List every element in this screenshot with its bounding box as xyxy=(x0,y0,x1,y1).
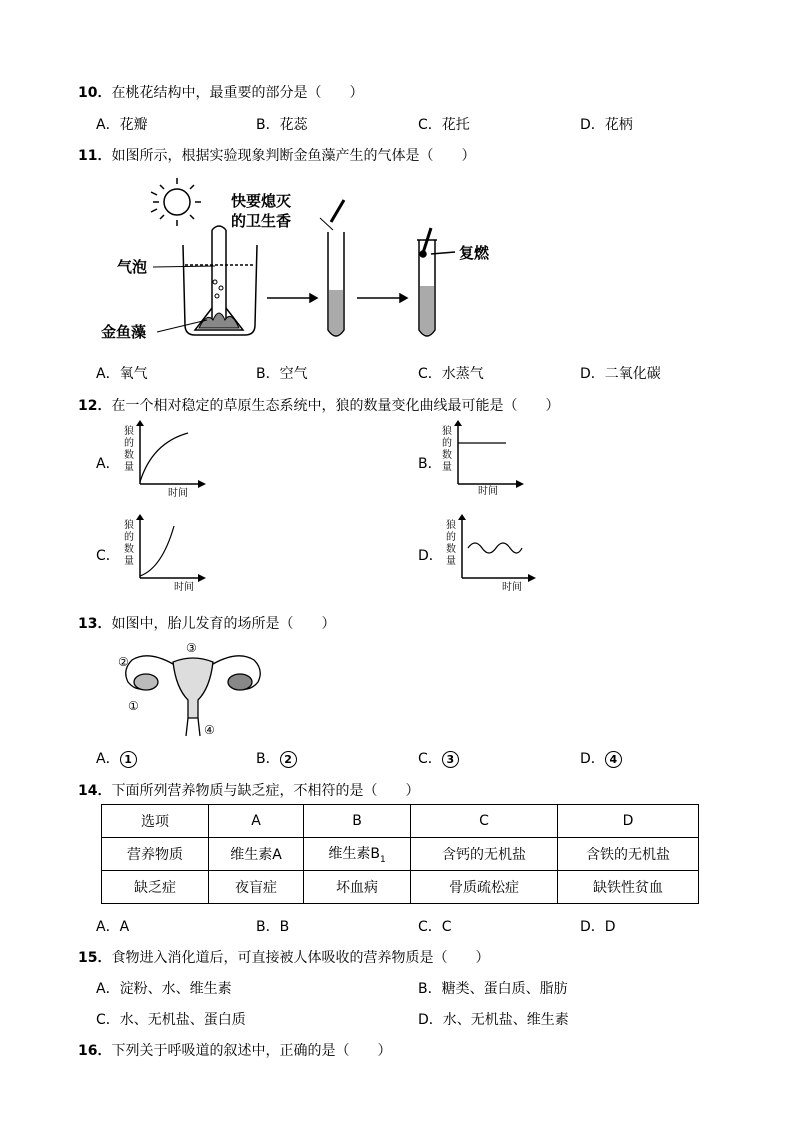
question-text: 下面所列营养物质与缺乏症，不相符的是（ ） xyxy=(111,783,420,799)
option-c[interactable]: C． 3 xyxy=(418,748,459,768)
question-15 xyxy=(78,947,489,967)
option-a-label[interactable]: A． xyxy=(96,456,120,472)
sun-icon xyxy=(151,178,201,226)
table-header-row xyxy=(102,805,699,838)
table-cell: 含铁的无机盐 xyxy=(558,838,699,871)
table-cell: A xyxy=(209,805,304,838)
uterus-icon xyxy=(126,656,261,736)
option-d-label[interactable]: D． xyxy=(418,548,443,564)
chart-option-a[interactable] xyxy=(122,418,212,498)
option-c[interactable]: C．水、无机盐、蛋白质 xyxy=(96,1012,246,1028)
option-c[interactable]: C．C xyxy=(418,919,452,935)
question-text: 食物进入消化道后，可直接被人体吸收的营养物质是（ ） xyxy=(111,950,490,966)
option-a[interactable]: A．氧气 xyxy=(96,366,148,382)
question-number: 11． xyxy=(78,148,112,164)
table-cell: C xyxy=(411,805,558,838)
question-13 xyxy=(78,613,335,633)
question-text: 在桃花结构中，最重要的部分是（ ） xyxy=(111,85,364,101)
question-number: 15． xyxy=(78,950,112,966)
table-cell: 含钙的无机盐 xyxy=(411,838,558,871)
y-axis-label-char: 狼 xyxy=(124,520,134,531)
table-cell: 骨质疏松症 xyxy=(411,871,558,904)
population-curve xyxy=(468,543,522,553)
question-14 xyxy=(78,780,419,800)
label-incense-line2: 的卫生香 xyxy=(231,212,292,230)
y-axis-label-char: 量 xyxy=(446,556,456,567)
option-d[interactable]: D．二氧化碳 xyxy=(580,366,661,382)
population-curve xyxy=(140,433,188,482)
y-axis-label-char: 的 xyxy=(446,532,456,543)
label-3: ③ xyxy=(186,641,197,655)
chart-option-b[interactable] xyxy=(440,418,530,498)
circled-3: 3 xyxy=(442,751,459,768)
table-cell: 夜盲症 xyxy=(209,871,304,904)
female-reproductive-system-figure xyxy=(118,640,268,740)
y-axis-label-char: 的 xyxy=(442,438,452,449)
nutrient-table xyxy=(101,804,699,904)
question-11 xyxy=(78,145,475,165)
chart-option-d[interactable] xyxy=(444,512,554,592)
y-axis-label-char: 数 xyxy=(442,450,452,461)
label-reignite: 复燃 xyxy=(459,244,490,262)
label-4: ④ xyxy=(204,723,215,737)
table-cell: 坏血病 xyxy=(304,871,411,904)
option-c[interactable]: C．水蒸气 xyxy=(418,366,484,382)
option-b[interactable]: B．空气 xyxy=(256,366,308,382)
option-b[interactable]: B． 2 xyxy=(256,748,297,768)
y-axis-label-char: 量 xyxy=(124,462,134,473)
question-text: 在一个相对稳定的草原生态系统中，狼的数量变化曲线最可能是（ ） xyxy=(111,398,560,414)
question-number: 13． xyxy=(78,616,112,632)
question-number: 16． xyxy=(78,1043,112,1059)
y-axis-label-char: 数 xyxy=(446,544,456,555)
table-cell: 维生素A xyxy=(209,838,304,871)
option-a[interactable]: A．淀粉、水、维生素 xyxy=(96,981,232,997)
question-12 xyxy=(78,395,559,415)
y-axis-label-char: 的 xyxy=(124,532,134,543)
circled-2: 2 xyxy=(280,751,297,768)
option-a[interactable]: A．A xyxy=(96,919,130,935)
table-cell: B xyxy=(304,805,411,838)
option-b[interactable]: B．糖类、蛋白质、脂肪 xyxy=(418,981,568,997)
circled-1: 1 xyxy=(120,751,137,768)
circled-4: 4 xyxy=(605,751,622,768)
question-number: 10． xyxy=(78,85,112,101)
option-d[interactable]: D． 4 xyxy=(580,748,622,768)
question-text: 如图中，胎儿发育的场所是（ ） xyxy=(111,616,336,632)
table-cell: D xyxy=(558,805,699,838)
question-number: 14． xyxy=(78,783,112,799)
x-axis-label: 时间 xyxy=(502,582,522,592)
question-10 xyxy=(78,82,363,102)
test-tube-icon xyxy=(320,200,344,336)
y-axis-label-char: 的 xyxy=(124,438,134,449)
option-d[interactable]: D．花柄 xyxy=(580,117,633,133)
table-cell: 维生素$B_1$ xyxy=(304,838,411,871)
question-text: 下列关于呼吸道的叙述中，正确的是（ ） xyxy=(111,1043,392,1059)
question-number: 12． xyxy=(78,398,112,414)
label-bubble: 气泡 xyxy=(117,258,148,276)
option-b[interactable]: B．花蕊 xyxy=(256,117,308,133)
population-curve xyxy=(140,526,174,576)
x-axis-label: 时间 xyxy=(168,488,188,498)
goldfish-weed-experiment-figure xyxy=(95,170,525,358)
table-cell: 缺乏症 xyxy=(102,871,209,904)
table-cell: 营养物质 xyxy=(102,838,209,871)
x-axis-label: 时间 xyxy=(174,582,194,592)
label-incense-line1: 快要熄灭 xyxy=(231,192,292,210)
option-a[interactable]: A．花瓣 xyxy=(96,117,148,133)
y-axis-label-char: 量 xyxy=(124,556,134,567)
table-row xyxy=(102,871,699,904)
test-tube-reignite-icon xyxy=(417,228,455,336)
option-d[interactable]: D．D xyxy=(580,919,616,935)
option-b[interactable]: B．B xyxy=(256,919,290,935)
option-b-label[interactable]: B． xyxy=(418,456,442,472)
y-axis-label-char: 狼 xyxy=(124,426,134,437)
option-a[interactable]: A． 1 xyxy=(96,748,137,768)
label-1: ① xyxy=(128,699,139,713)
y-axis-label-char: 狼 xyxy=(442,426,452,437)
question-text: 如图所示，根据实验现象判断金鱼藻产生的气体是（ ） xyxy=(111,148,476,164)
y-axis-label-char: 数 xyxy=(124,544,134,555)
option-d[interactable]: D．水、无机盐、维生素 xyxy=(418,1012,569,1028)
question-16 xyxy=(78,1040,391,1060)
option-c-label[interactable]: C． xyxy=(96,548,120,564)
table-cell: 选项 xyxy=(102,805,209,838)
option-c[interactable]: C．花托 xyxy=(418,117,470,133)
label-2: ② xyxy=(118,655,129,669)
y-axis-label-char: 量 xyxy=(442,462,452,473)
chart-option-c[interactable] xyxy=(122,512,212,592)
table-cell: 缺铁性贫血 xyxy=(558,871,699,904)
x-axis-label: 时间 xyxy=(478,486,498,497)
table-row xyxy=(102,838,699,871)
label-goldfish-weed: 金鱼藻 xyxy=(101,323,147,341)
y-axis-label-char: 数 xyxy=(124,450,134,461)
y-axis-label-char: 狼 xyxy=(446,520,456,531)
